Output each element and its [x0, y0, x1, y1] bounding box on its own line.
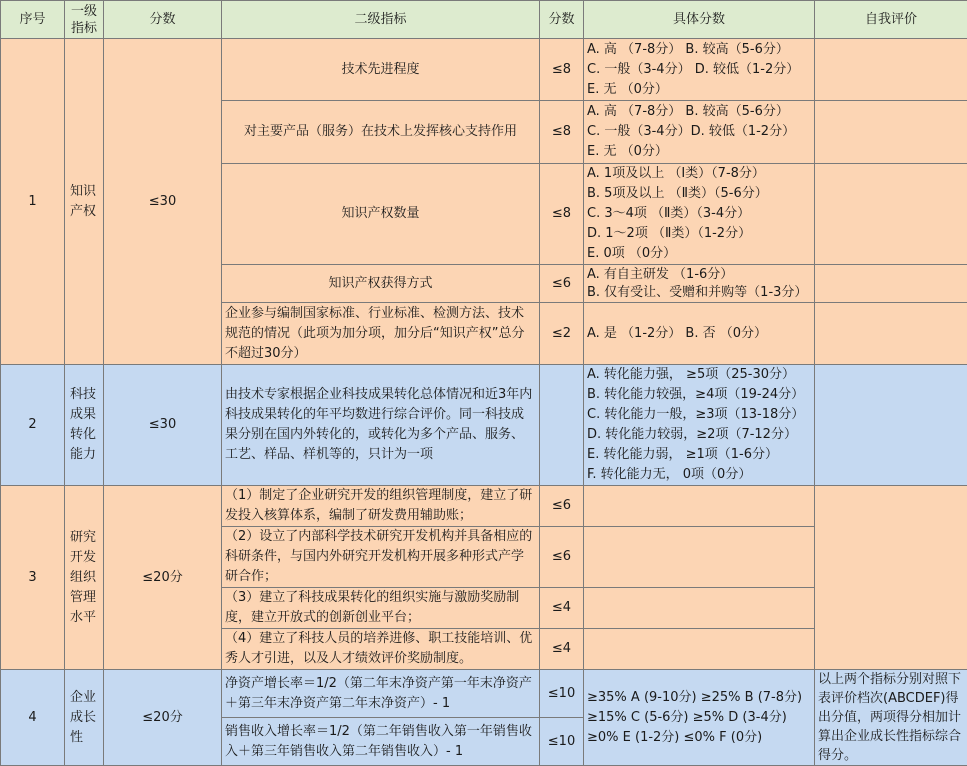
level2-indicator: （2）设立了内部科学技术研究开发机构并具备相应的科研条件，与国内外研究开发机构开展多种形式产学研合作； [222, 527, 540, 588]
level2-score: ≤6 [540, 265, 584, 303]
score-option: ≥0% E (1-2分) ≤0% F (0分) [587, 728, 811, 748]
level2-score: ≤10 [540, 718, 584, 766]
score-option: C. 3～4项 （Ⅱ类）（3-4分） [587, 204, 811, 224]
row-number: 4 [1, 670, 65, 766]
table-row [1, 486, 967, 527]
score-option: D. 转化能力较弱，≥2项（7-12分） [587, 425, 811, 445]
level2-score: ≤4 [540, 629, 584, 670]
self-eval-cell[interactable] [815, 164, 967, 265]
self-eval-cell[interactable] [815, 101, 967, 164]
score-option: A. 高 （7-8分） B. 较高（5-6分） [587, 40, 811, 60]
level2-indicator: 企业参与编制国家标准、行业标准、检测方法、技术规范的情况（此项为加分项，加分后“知识产权”总分不超过30分） [222, 303, 540, 365]
score-options [584, 39, 815, 101]
level2-indicator: 销售收入增长率＝1/2（第二年销售收入第一年销售收入＋第三年销售收入第二年销售收入）- 1 [222, 718, 540, 766]
level1-text: 研究开发组织管理水平 [70, 528, 98, 628]
level1-indicator [65, 39, 104, 365]
level2-score: ≤8 [540, 39, 584, 101]
self-eval-cell[interactable] [815, 303, 967, 365]
level2-score: ≤6 [540, 486, 584, 527]
level1-score: ≤30 [104, 365, 222, 486]
table-row [1, 670, 967, 718]
score-options [584, 527, 815, 588]
score-option: ≥35% A (9-10分) ≥25% B (7-8分) [587, 688, 811, 708]
level2-indicator: （3）建立了科技成果转化的组织实施与激励奖励制度，建立开放式的创新创业平台； [222, 588, 540, 629]
score-option: C. 一般（3-4分）D. 较低（1-2分） [587, 122, 811, 142]
level2-score: ≤8 [540, 101, 584, 164]
score-option: A. 转化能力强， ≥5项（25-30分） [587, 365, 811, 385]
level2-indicator: 知识产权获得方式 [222, 265, 540, 303]
level2-indicator: 净资产增长率＝1/2（第二年末净资产第一年末净资产＋第三年末净资产第二年末净资产）- 1 [222, 670, 540, 718]
score-options [584, 164, 815, 265]
level1-score: ≤20分 [104, 486, 222, 670]
score-option: E. 无 （0分） [587, 80, 811, 100]
level2-indicator: 技术先进程度 [222, 39, 540, 101]
score-options [584, 265, 815, 303]
self-eval-note: 以上两个指标分别对照下表评价档次(ABCDEF)得出分值，两项得分相加计算出企业成长性指标综合得分。 [815, 670, 967, 766]
score-option: C. 一般（3-4分） D. 较低（1-2分） [587, 60, 811, 80]
level2-score: ≤2 [540, 303, 584, 365]
level2-score: ≤8 [540, 164, 584, 265]
level2-score: ≤4 [540, 588, 584, 629]
level1-indicator [65, 365, 104, 486]
score-options [584, 588, 815, 629]
score-option: B. 仅有受让、受赠和并购等（1-3分） [587, 284, 811, 302]
score-option: C. 转化能力一般，≥3项（13-18分） [587, 405, 811, 425]
score-option: E. 0项 （0分） [587, 244, 811, 264]
row-number: 2 [1, 365, 65, 486]
score-option: E. 无 （0分） [587, 142, 811, 162]
level1-score: ≤20分 [104, 670, 222, 766]
level2-indicator: （1）制定了企业研究开发的组织管理制度，建立了研发投入核算体系，编制了研发费用辅助账； [222, 486, 540, 527]
level2-indicator: 知识产权数量 [222, 164, 540, 265]
score-option: A. 1项及以上 （Ⅰ类）（7-8分） [587, 164, 811, 184]
level1-score: ≤30 [104, 39, 222, 365]
score-options [584, 486, 815, 527]
score-options [584, 101, 815, 164]
header-detail: 具体分数 [584, 1, 815, 39]
row-number: 3 [1, 486, 65, 670]
self-eval-cell[interactable] [815, 365, 967, 486]
score-options [584, 303, 815, 365]
score-options [584, 365, 815, 486]
header-level2: 二级指标 [222, 1, 540, 39]
level1-text: 科技成果转化能力 [70, 385, 98, 465]
table-row [1, 39, 967, 101]
table-row [1, 365, 967, 486]
score-option: B. 转化能力较强，≥4项（19-24分） [587, 385, 811, 405]
level2-indicator: （4）建立了科技人员的培养进修、职工技能培训、优秀人才引进，以及人才绩效评价奖励制度。 [222, 629, 540, 670]
level1-text: 知识产权 [70, 182, 98, 222]
row-number: 1 [1, 39, 65, 365]
self-eval-cell[interactable] [815, 39, 967, 101]
score-options [584, 670, 815, 766]
header-sub-score: 分数 [540, 1, 584, 39]
level2-score: ≤10 [540, 670, 584, 718]
score-option: B. 5项及以上 （Ⅱ类）（5-6分） [587, 184, 811, 204]
score-option: D. 1～2项 （Ⅱ类）（1-2分） [587, 224, 811, 244]
level1-indicator [65, 486, 104, 670]
header-self-eval: 自我评价 [815, 1, 967, 39]
header-level1: 一级指标 [65, 1, 104, 39]
header-score: 分数 [104, 1, 222, 39]
level1-indicator [65, 670, 104, 766]
score-option: ≥15% C (5-6分) ≥5% D (3-4分) [587, 708, 811, 728]
score-option: A. 是 （1-2分） B. 否 （0分） [587, 324, 811, 344]
header-no: 序号 [1, 1, 65, 39]
level2-indicator: 对主要产品（服务）在技术上发挥核心支持作用 [222, 101, 540, 164]
score-option: A. 有自主研发 （1-6分） [587, 266, 811, 284]
self-eval-cell[interactable] [815, 486, 967, 670]
level2-score: ≤6 [540, 527, 584, 588]
self-eval-cell[interactable] [815, 265, 967, 303]
header-row [1, 1, 967, 39]
score-option: E. 转化能力弱， ≥1项（1-6分） [587, 445, 811, 465]
score-option: F. 转化能力无， 0项（0分） [587, 465, 811, 485]
score-options [584, 629, 815, 670]
level2-score [540, 365, 584, 486]
level2-indicator: 由技术专家根据企业科技成果转化总体情况和近3年内科技成果转化的年平均数进行综合评价。同一科技成果分别在国内外转化的，或转化为多个产品、服务、工艺、样品、样机等的，只计为一项 [222, 365, 540, 486]
score-option: A. 高 （7-8分） B. 较高（5-6分） [587, 102, 811, 122]
level1-text: 企业成长性 [70, 688, 98, 748]
